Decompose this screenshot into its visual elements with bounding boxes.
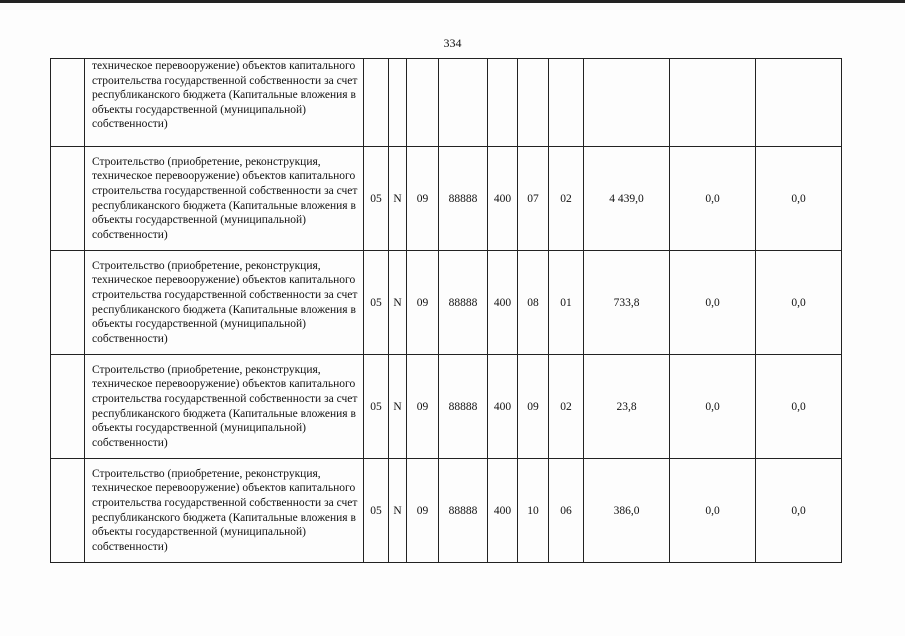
amount-cell: 0,0 <box>756 355 842 459</box>
code-cell: 09 <box>407 355 439 459</box>
amount-cell: 0,0 <box>670 251 756 355</box>
description-cell: техническое перевооружение) объектов капитального строительства государственной собственности за счет республиканского бюджета (Капитальные вложения в объекты государственной (муниципальной) собственности) <box>85 59 364 147</box>
description-cell: Строительство (приобретение, реконструкция, техническое перевооружение) объектов капитального строительства государственной собственности за счет республиканского бюджета (Капитальные вложения в объекты государственной (муниципальной) собственности) <box>85 251 364 355</box>
code-cell: 09 <box>407 147 439 251</box>
description-cell: Строительство (приобретение, реконструкция, техническое перевооружение) объектов капитального строительства государственной собственности за счет республиканского бюджета (Капитальные вложения в объекты государственной (муниципальной) собственности) <box>85 147 364 251</box>
code-cell: 01 <box>549 251 584 355</box>
budget-table <box>50 58 842 563</box>
description-cell: Строительство (приобретение, реконструкция, техническое перевооружение) объектов капитального строительства государственной собственности за счет республиканского бюджета (Капитальные вложения в объекты государственной (муниципальной) собственности) <box>85 459 364 563</box>
code-cell: 88888 <box>439 147 488 251</box>
amount-cell: 0,0 <box>670 459 756 563</box>
empty-cell <box>488 59 518 147</box>
code-cell: 09 <box>407 459 439 563</box>
code-cell: 07 <box>518 147 549 251</box>
empty-cell <box>364 59 389 147</box>
table-row <box>51 59 842 147</box>
code-cell: N <box>389 147 407 251</box>
code-cell: 400 <box>488 147 518 251</box>
code-cell: 88888 <box>439 459 488 563</box>
amount-cell: 0,0 <box>670 147 756 251</box>
code-cell: 05 <box>364 355 389 459</box>
code-cell: N <box>389 355 407 459</box>
empty-cell <box>407 59 439 147</box>
scan-top-border <box>0 0 905 3</box>
code-cell: 02 <box>549 355 584 459</box>
code-cell: 05 <box>364 459 389 563</box>
index-cell <box>51 59 85 147</box>
amount-cell: 0,0 <box>756 147 842 251</box>
empty-cell <box>518 59 549 147</box>
code-cell: 09 <box>518 355 549 459</box>
empty-cell <box>670 59 756 147</box>
code-cell: N <box>389 251 407 355</box>
code-cell: 88888 <box>439 355 488 459</box>
index-cell <box>51 251 85 355</box>
code-cell: 400 <box>488 251 518 355</box>
table-row <box>51 251 842 355</box>
code-cell: 88888 <box>439 251 488 355</box>
amount-cell: 4 439,0 <box>584 147 670 251</box>
empty-cell <box>549 59 584 147</box>
empty-cell <box>756 59 842 147</box>
code-cell: 06 <box>549 459 584 563</box>
code-cell: 05 <box>364 147 389 251</box>
code-cell: 02 <box>549 147 584 251</box>
code-cell: 400 <box>488 355 518 459</box>
amount-cell: 733,8 <box>584 251 670 355</box>
amount-cell: 0,0 <box>756 251 842 355</box>
empty-cell <box>389 59 407 147</box>
empty-cell <box>439 59 488 147</box>
index-cell <box>51 355 85 459</box>
code-cell: 09 <box>407 251 439 355</box>
description-cell: Строительство (приобретение, реконструкция, техническое перевооружение) объектов капитального строительства государственной собственности за счет республиканского бюджета (Капитальные вложения в объекты государственной (муниципальной) собственности) <box>85 355 364 459</box>
code-cell: 400 <box>488 459 518 563</box>
table-row <box>51 355 842 459</box>
code-cell: 05 <box>364 251 389 355</box>
amount-cell: 0,0 <box>756 459 842 563</box>
index-cell <box>51 459 85 563</box>
index-cell <box>51 147 85 251</box>
amount-cell: 386,0 <box>584 459 670 563</box>
code-cell: 08 <box>518 251 549 355</box>
code-cell: 10 <box>518 459 549 563</box>
amount-cell: 23,8 <box>584 355 670 459</box>
table-row <box>51 147 842 251</box>
amount-cell: 0,0 <box>670 355 756 459</box>
code-cell: N <box>389 459 407 563</box>
page-number: 334 <box>443 36 462 50</box>
empty-cell <box>584 59 670 147</box>
table-row <box>51 459 842 563</box>
